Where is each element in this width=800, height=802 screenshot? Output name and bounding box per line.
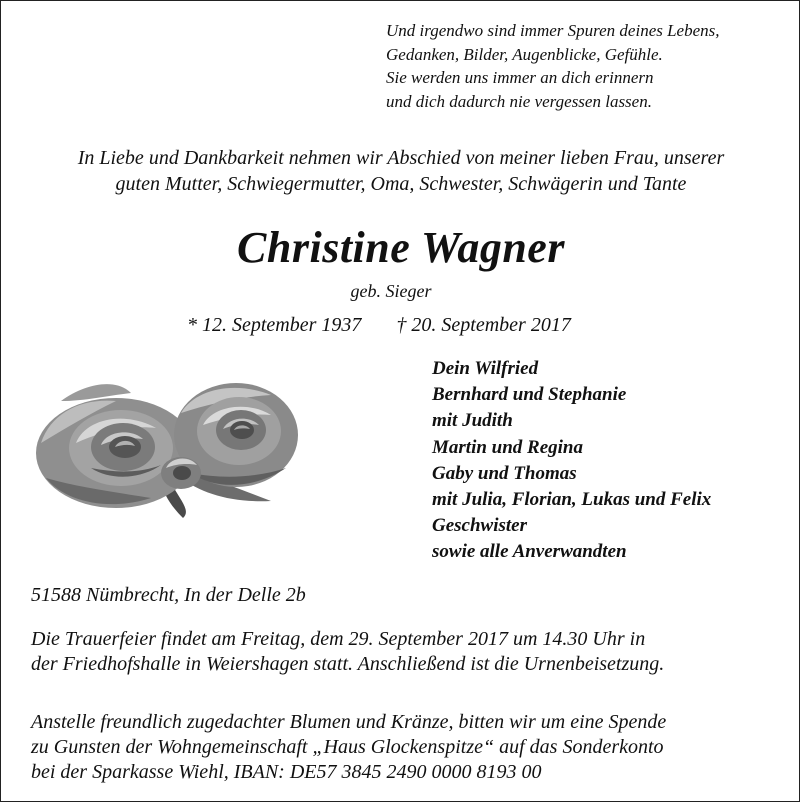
- family-list: [432, 356, 792, 566]
- family-member: Dein Wilfried: [432, 358, 539, 379]
- intro-line: guten Mutter, Schwiegermutter, Oma, Schwester, Schwägerin und Tante: [115, 173, 687, 195]
- life-dates: [187, 312, 747, 338]
- family-member: sowie alle Anverwandten: [432, 541, 627, 563]
- death-date: † 20. September 2017: [396, 314, 571, 336]
- donation-info: [31, 710, 791, 785]
- donation-line: bei der Sparkasse Wiehl, IBAN: DE57 3845 2490 0000 8193 00: [31, 761, 542, 783]
- donation-line: zu Gunsten der Wohngemeinschaft „Haus Glockenspitze“ auf das Sonderkonto: [31, 736, 664, 758]
- family-member: Gaby und Thomas: [432, 462, 577, 484]
- service-line: der Friedhofshalle in Weiershagen statt. Anschließend ist die Urnenbeisetzung.: [31, 653, 665, 675]
- family-member: mit Julia, Florian, Lukas und Felix: [432, 489, 712, 511]
- birth-date: * 12. September 1937: [187, 314, 362, 336]
- poem-line: Und irgendwo sind immer Spuren deines Lebens,: [386, 21, 720, 40]
- family-member: Bernhard und Stephanie: [432, 384, 627, 406]
- intro-line: In Liebe und Dankbarkeit nehmen wir Abschied von meiner lieben Frau, unserer: [77, 147, 725, 169]
- family-member: mit Judith: [432, 410, 513, 432]
- rose-left: [36, 398, 196, 508]
- poem-line: Sie werden uns immer an dich erinnern: [386, 68, 654, 87]
- service-info: [31, 627, 791, 677]
- poem-line: und dich dadurch nie vergessen lassen.: [386, 91, 652, 111]
- family-member: Geschwister: [432, 515, 527, 537]
- poem-line: Gedanken, Bilder, Augenblicke, Gefühle.: [386, 44, 663, 64]
- maiden-name: geb. Sieger: [350, 281, 432, 301]
- rose-bud: [161, 457, 201, 489]
- intro-text: [1, 145, 800, 197]
- deceased-name: Christine Wagner: [237, 223, 565, 272]
- poem: [386, 19, 786, 113]
- roses-illustration: [31, 373, 306, 518]
- service-line: Die Trauerfeier findet am Freitag, dem 29. September 2017 um 14.30 Uhr in: [31, 628, 646, 650]
- donation-line: Anstelle freundlich zugedachter Blumen und Kränze, bitten wir um eine Spende: [31, 711, 667, 733]
- family-member: Martin und Regina: [432, 436, 583, 458]
- address: 51588 Nümbrecht, In der Delle 2b: [31, 584, 306, 606]
